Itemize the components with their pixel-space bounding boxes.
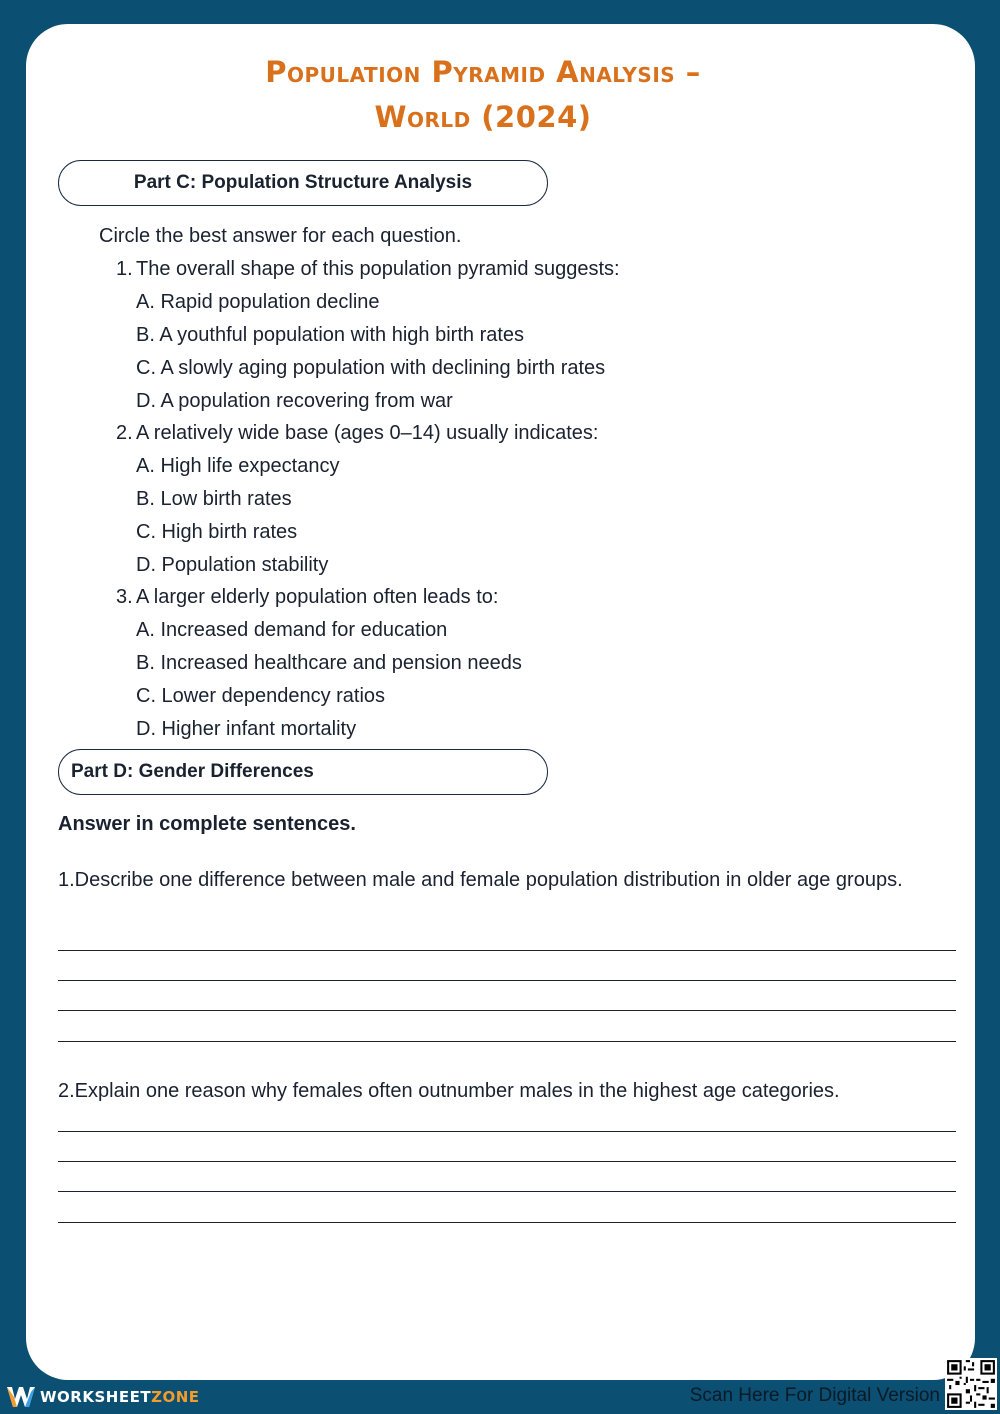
answer-line[interactable] xyxy=(58,1191,956,1192)
answer-option[interactable]: A. Rapid population decline xyxy=(136,291,380,313)
part-d-heading: Part D: Gender Differences xyxy=(58,749,548,795)
answer-option[interactable]: C. Lower dependency ratios xyxy=(136,685,386,707)
answer-option[interactable]: C. High birth rates xyxy=(136,521,298,543)
answer-option[interactable]: A. High life expectancy xyxy=(136,455,340,477)
part-c-heading: Part C: Population Structure Analysis xyxy=(58,160,548,206)
answer-option[interactable]: A. Increased demand for education xyxy=(136,619,448,641)
answer-option[interactable]: B. A youthful population with high birth rates xyxy=(136,324,525,346)
open-question: 1.Describe one difference between male and female population distribution in older age groups. xyxy=(58,869,903,891)
answer-option[interactable]: C. A slowly aging population with declining birth rates xyxy=(136,357,606,379)
answer-line[interactable] xyxy=(58,950,956,951)
answer-line[interactable] xyxy=(58,1131,956,1132)
answer-line[interactable] xyxy=(58,1041,956,1042)
answer-option[interactable]: D. Population stability xyxy=(136,554,329,576)
part-d-instruction: Answer in complete sentences. xyxy=(58,813,356,835)
answer-line[interactable] xyxy=(58,980,956,981)
qr-code-icon[interactable] xyxy=(945,1358,997,1410)
question-text: A relatively wide base (ages 0–14) usually indicates: xyxy=(136,422,599,444)
worksheet-title xyxy=(0,50,966,140)
worksheetzone-logo[interactable] xyxy=(6,1383,200,1411)
question-number: 2. xyxy=(116,422,133,444)
part-c-instruction: Circle the best answer for each question. xyxy=(99,225,462,247)
answer-option[interactable]: D. Higher infant mortality xyxy=(136,718,357,740)
scan-prompt: Scan Here For Digital Version xyxy=(689,1385,940,1406)
answer-line[interactable] xyxy=(58,1161,956,1162)
question-text: The overall shape of this population pyramid suggests: xyxy=(136,258,620,280)
question-text: A larger elderly population often leads to: xyxy=(136,586,499,608)
question-number: 3. xyxy=(116,586,133,608)
question-number: 1. xyxy=(116,258,133,280)
title-line-2: World (2024) xyxy=(374,100,592,134)
answer-option[interactable]: B. Increased healthcare and pension needs xyxy=(136,652,522,674)
worksheetzone-logo-icon xyxy=(6,1384,36,1410)
answer-option[interactable]: D. A population recovering from war xyxy=(136,390,453,412)
logo-text-worksheet: WORKSHEET xyxy=(40,1388,152,1406)
title-line-1: Population Pyramid Analysis – xyxy=(265,55,701,89)
answer-option[interactable]: B. Low birth rates xyxy=(136,488,292,510)
logo-text-zone: ZONE xyxy=(151,1388,200,1406)
answer-line[interactable] xyxy=(58,1222,956,1223)
open-question: 2.Explain one reason why females often outnumber males in the highest age categories. xyxy=(58,1080,840,1102)
answer-line[interactable] xyxy=(58,1010,956,1011)
